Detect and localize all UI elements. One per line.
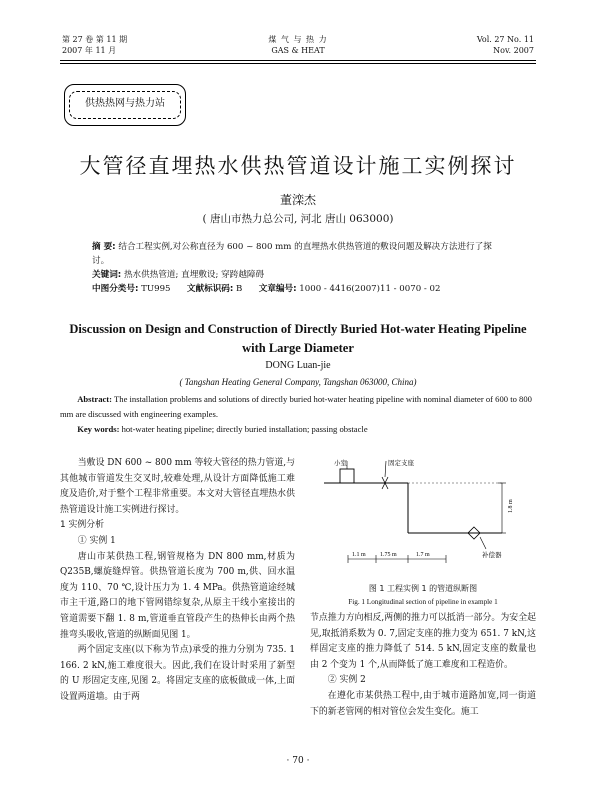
journal-name-en: GAS & HEAT [271, 46, 325, 55]
intro-paragraph: 当敷设 DN 600 ~ 800 mm 等较大管径的热力管道,与其他城市管道发生交叉时,较难处理,从设计方面降低施工难度及造价,对于整个工程非常重要。本文对大管径直埋热水供热管道设计施工实例进行探讨。 [60, 458, 295, 515]
abstract-en [60, 392, 536, 422]
doc-code-label: 文献标识码: [186, 284, 234, 294]
keywords-cn [92, 268, 502, 282]
abstract-en-label: Abstract: [77, 394, 113, 404]
figure-1-diagram [316, 457, 536, 575]
doc-code-value: B [233, 284, 243, 294]
dim-label-1: 1.1 m [352, 552, 366, 558]
keywords-en-label: Key words: [77, 424, 120, 434]
keywords-cn-label: 关键词: [92, 270, 122, 280]
affiliation-en: ( Tangshan Heating General Company, Tangshan 063000, China) [179, 377, 417, 387]
column-badge-label: 供热热网与热力站 [69, 91, 181, 119]
article-no-label: 文章编号: [258, 284, 297, 294]
label-compensator: 补偿器 [482, 551, 502, 559]
section-heading-1: 1 实例分析 [60, 520, 104, 531]
dim-label-2: 1.75 m [380, 552, 397, 558]
abstract-en-text: The installation problems and solutions of directly buried hot-water heating pipeline with nominal diameter of 600 to 800 mm are discussed with engineering examples. [60, 394, 532, 419]
room-box [340, 469, 354, 483]
article-no-value: 1000 - 4416(2007)11 - 0070 - 02 [296, 284, 441, 294]
example-2-heading: ② 实例 2 [327, 675, 366, 686]
example-1-paragraph-2: 两个固定支座(以下称为节点)承受的推力分别为 735. 1 166. 2 kN,施工难度很大。因此,我们在设计时采用了新型的 U 形固定支座,见图 2。将固定支座的底板做成一体,上面设置两道墙。由于两 [60, 645, 295, 702]
body-right-column [310, 611, 536, 720]
journal-volume-en [477, 34, 534, 56]
abstract-en-block [60, 392, 536, 437]
dim-label-3: 1.7 m [416, 552, 430, 558]
compensator-leader [480, 537, 486, 549]
classification-line [92, 282, 502, 296]
issue-date-en: Nov. 2007 [493, 46, 534, 55]
example-1-paragraph: 唐山市某供热工程,钢管规格为 DN 800 mm,材质为 Q235B,螺旋缝焊管。供热管道长度为 700 m,供、回水温度为 110、70 ℃,设计压力为 1. 4 MPa。供热管道途经城市主干道,路口的地下管网错综复杂,从原主干线小室接出的管道需要下翻 1. 8 m,管道垂直管段产生的热伸长由两个热推弯头吸收,管道的纵断面见图 1。 [60, 551, 295, 640]
abstract-cn-label: 摘 要: [92, 242, 116, 252]
page-number: · 70 · [286, 756, 310, 766]
label-room: 小室 [334, 459, 347, 467]
author-en: DONG Luan-jie [265, 360, 331, 371]
column-badge [64, 84, 186, 126]
volume-issue: 第 27 卷 第 11 期 [62, 35, 128, 44]
example-1-continued: 节点推力方向相反,两侧的推力可以抵消一部分。为安全起见,取抵消系数为 0. 7,固定支座的推力变为 651. 7 kN,这样固定支座的推力降低了 514. 5 kN,固定支座的数量也由 2 个变为 1 个,从而降低了施工难度和工程造价。 [310, 613, 536, 670]
keywords-cn-text: 热水供热管道; 直埋敷设; 穿跨越障碍 [121, 270, 265, 280]
header-rule [60, 60, 536, 61]
abstract-cn-text: 结合工程实例,对公称直径为 600 ~ 800 mm 的直埋热水供热管道的敷设问题及解决方法进行了探讨。 [92, 242, 492, 266]
affiliation-cn: ( 唐山市热力总公司, 河北 唐山 063000) [202, 213, 394, 225]
journal-name-cn: 煤 气 与 热 力 [268, 35, 328, 44]
abstract-cn-block [92, 240, 502, 296]
figure-1-caption-cn: 图 1 工程实例 1 的管道纵断图 [368, 584, 478, 593]
issue-date: 2007 年 11 月 [62, 46, 117, 55]
volume-issue-en: Vol. 27 No. 11 [476, 35, 534, 44]
abstract-cn [92, 240, 502, 268]
example-1-heading: ① 实例 1 [77, 535, 116, 546]
clc-value: TU995 [138, 284, 171, 294]
figure-1-caption-en: Fig. 1 Longitudinal section of pipeline in example 1 [348, 598, 498, 606]
support-leader [385, 461, 386, 477]
keywords-en-text: hot-water heating pipeline; directly buried installation; passing obstacle [119, 424, 368, 434]
clc-label: 中图分类号: [92, 284, 139, 294]
example-2-paragraph: 在遵化市某供热工程中,由于城市道路加宽,同一街道下的新老管网的相对管位会发生变化。施工 [310, 690, 536, 717]
dim-label-vertical: 1.8 m [508, 499, 514, 513]
body-left-column [60, 456, 295, 706]
keywords-en [60, 422, 536, 437]
author-cn: 董滦杰 [279, 193, 316, 207]
article-title-en: Discussion on Design and Construction of Directly Buried Hot-water Heating Pipeline with Large Diameter [69, 322, 527, 355]
label-support: 固定支座 [388, 459, 414, 467]
article-title-cn: 大管径直埋热水供热管道设计施工实例探讨 [79, 154, 517, 178]
header-rule-thin [60, 63, 536, 64]
